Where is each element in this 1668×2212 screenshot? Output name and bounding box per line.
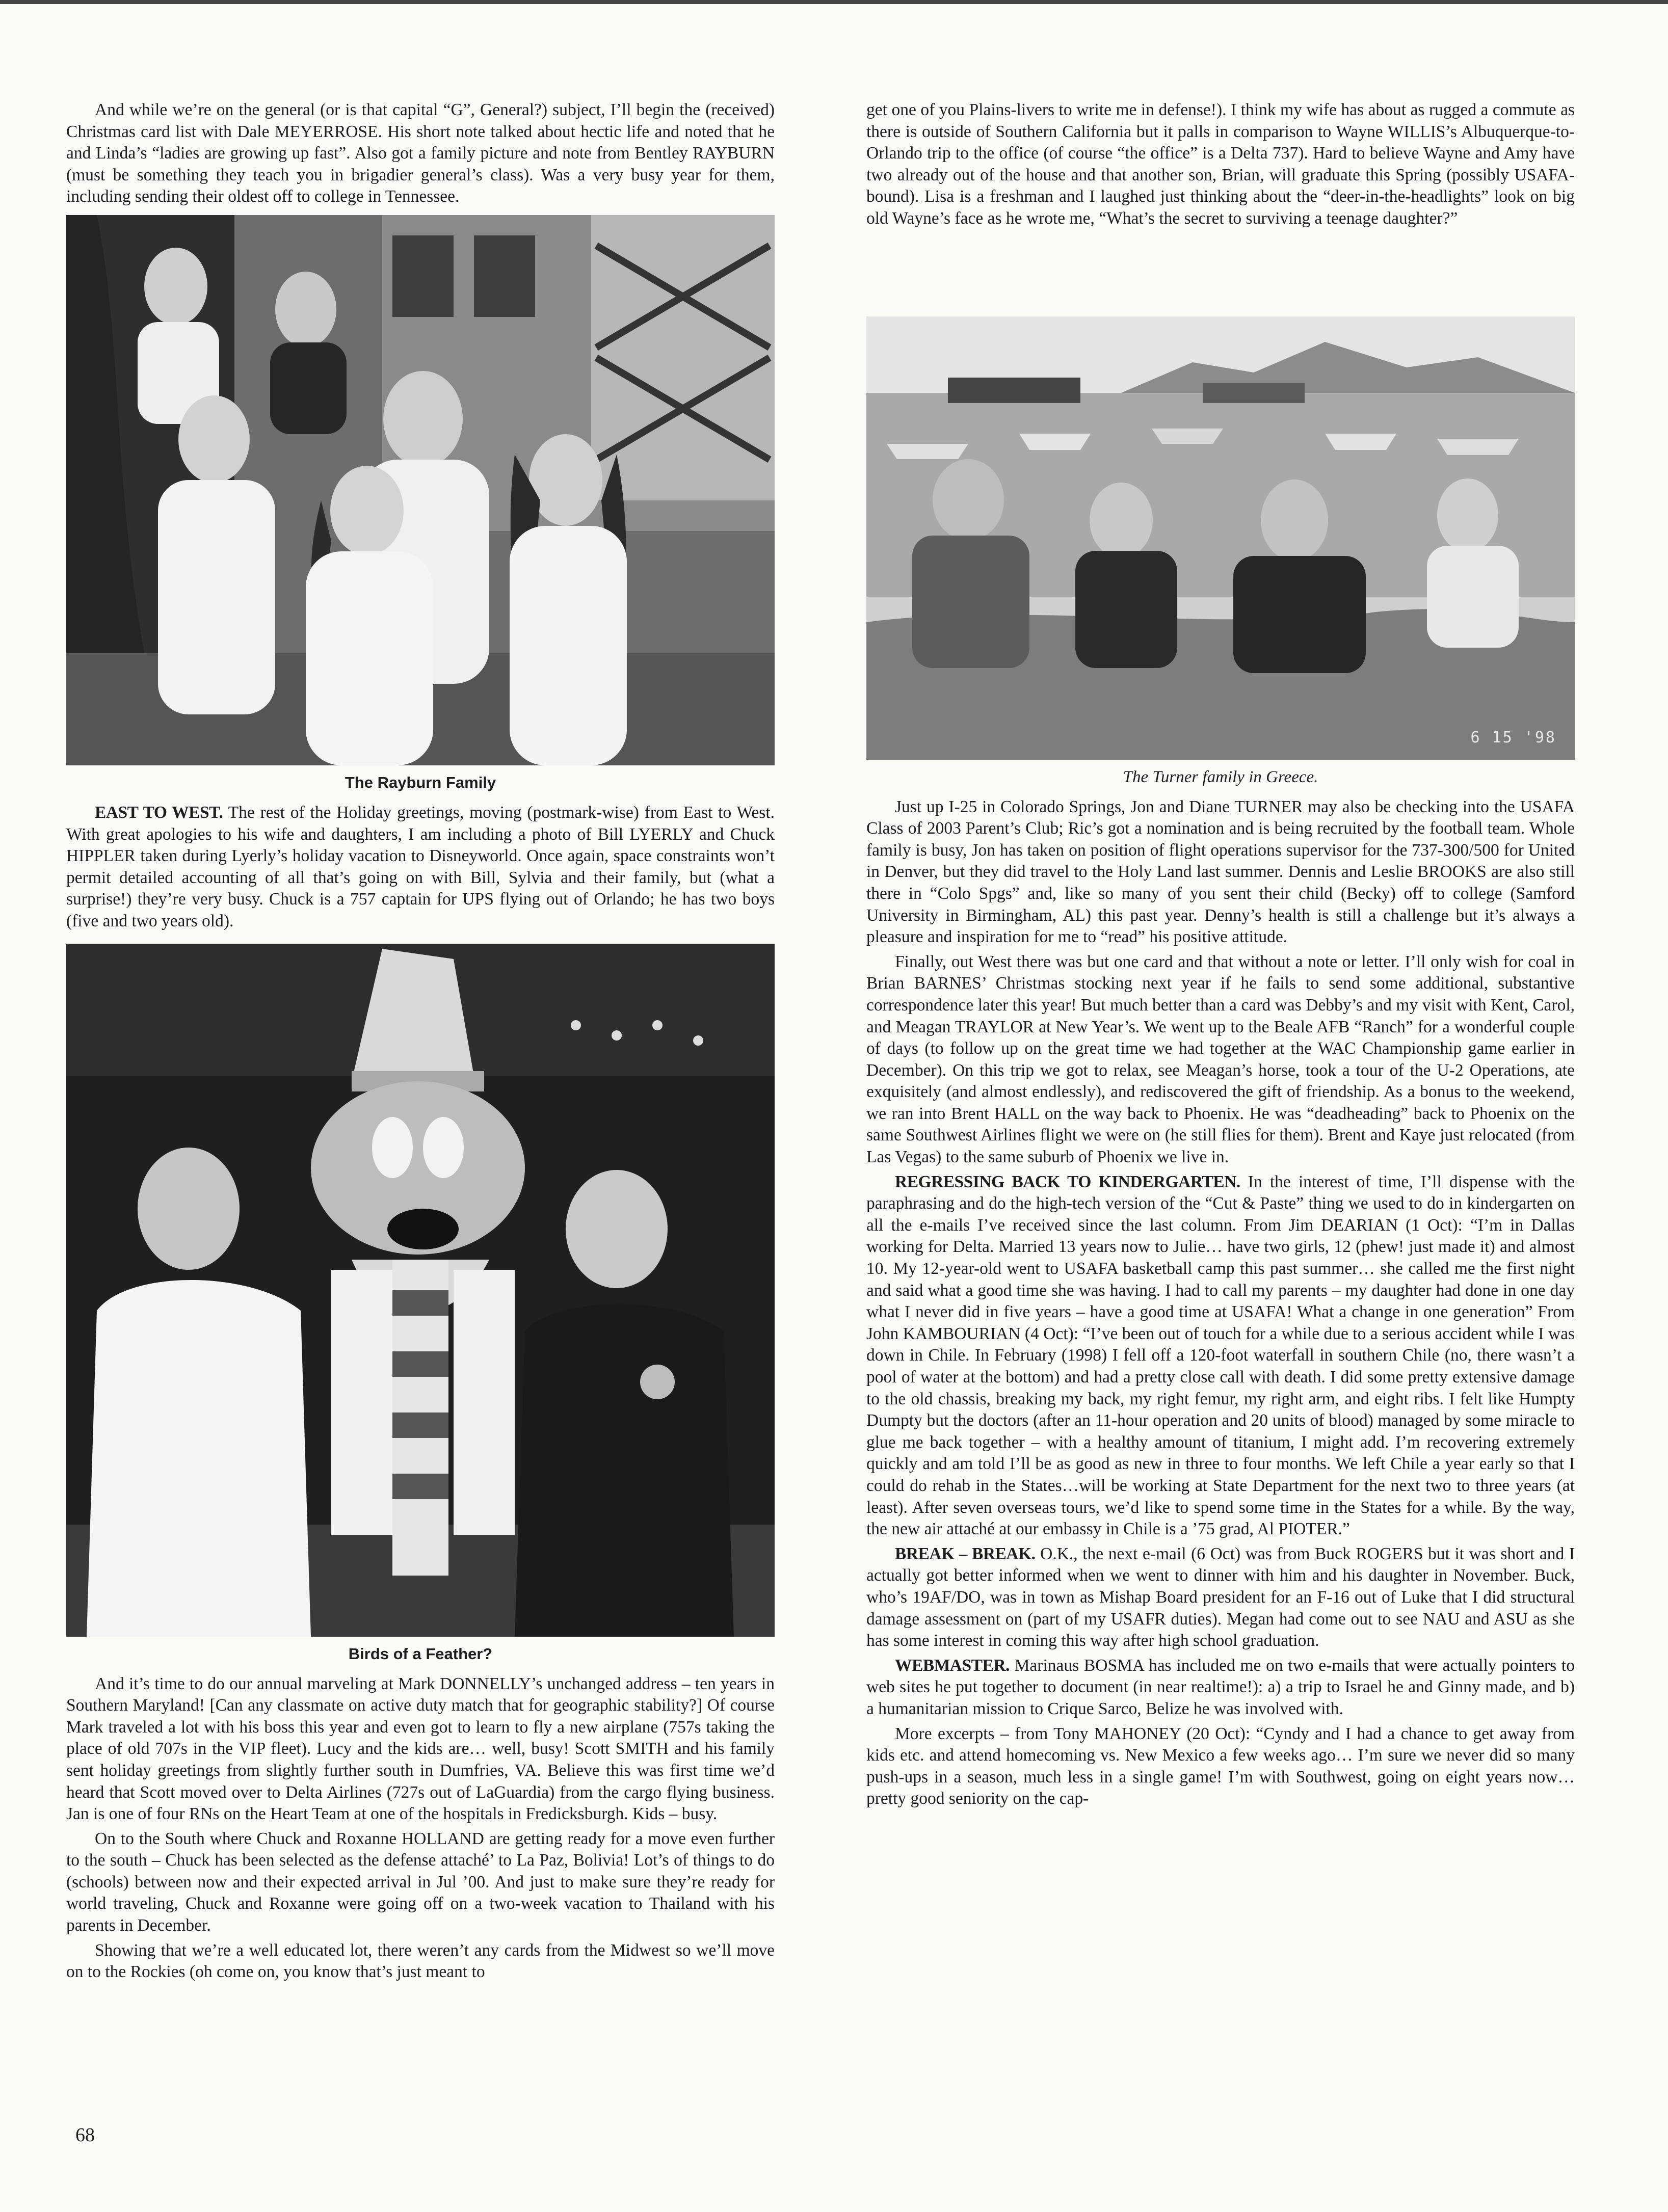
photo-caption: The Rayburn Family — [345, 773, 496, 791]
right-column — [866, 99, 1575, 1813]
paragraph — [866, 1655, 1575, 1720]
section-lead: BREAK – BREAK. — [895, 1544, 1036, 1563]
paragraph-text: The rest of the Holiday greetings, moving (postmark-wise) from East to West. With great apologies to his wife and daughters, I am including a photo of Bill LYERLY and Chuck HIPPLER taken during Lyerly’s holiday vacation to Disneyworld. Once again, space constraints won’t permit detailed accounting of all that’s going on with Bill, Sylvia and their family, but (what a surprise!) they’re very busy. Chuck is a 757 captain for UPS flying out of Orlando; he has two boys (five and two years old). — [66, 803, 775, 930]
paragraph-text: Marinaus BOSMA has included me on two e-mails that were actually pointers to web sites he put together to document (in near realtime!): a) a trip to Israel he and Ginny made, and b) a humanitarian mission to Crique Sarco, Belize he was involved with. — [866, 1656, 1575, 1718]
top-rule — [0, 0, 1668, 4]
paragraph: Just up I-25 in Colorado Springs, Jon and Diane TURNER may also be checking into the USAFA Class of 2003 Parent’s Club; Ric’s got a nomination and is being recruited by the football team. Whole family is busy, Jon has taken on position of flight operations supervisor for the 737-300/500 for United in Denver, but they did travel to the Holy Land last summer. Dennis and Leslie BROOKS are also still there in “Colo Spgs” and, like so many of you sent their child (Becky) off to college (Samford University in Birmingham, AL) this past year. Denny’s health is still a challenge but it’s always a pleasure and inspiration for me to “read” his positive attitude. — [866, 797, 1575, 947]
paragraph — [866, 1543, 1575, 1652]
paragraph: Showing that we’re a well educated lot, there weren’t any cards from the Midwest so we’ll move on to the Rockies (oh come on, you know that’s just meant to — [66, 1940, 775, 1982]
photo-caption: Birds of a Feather? — [348, 1644, 493, 1663]
section-lead: EAST TO WEST. — [95, 803, 223, 822]
photo-caption: The Turner family in Greece. — [1123, 767, 1318, 786]
turner-family-photo — [866, 316, 1575, 760]
rayburn-family-image — [66, 215, 775, 765]
paragraph: And while we’re on the general (or is that capital “G”, General?) subject, I’ll begin the (received) Christmas card list with Dale MEYERROSE. His short note talked about hectic life and noted that he and Linda’s “ladies are growing up fast”. Also got a family picture and note from Bentley RAYBURN (must be something they teach you in brigadier general’s class). Was a very busy year for them, including sending their oldest off to college in Tennessee. — [66, 100, 775, 206]
disney-goofy-image — [66, 944, 775, 1637]
paragraph: On to the South where Chuck and Roxanne HOLLAND are getting ready for a move even further to the south – Chuck has been selected as the defense attaché’ to La Paz, Bolivia! Lot’s of things to do (schools) between now and their expected arrival in Jul ’00. And just to make sure they’re ready for world traveling, Chuck and Roxanne were going off on a two-week vacation to Thailand with his parents in December. — [66, 1829, 775, 1935]
paragraph-text: O.K., the next e-mail (6 Oct) was from Buck ROGERS but it was short and I actually got better informed when we went to dinner with him and his daughter in November. Buck, who’s 19AF/DO, was in town as Mishap Board president for an F-16 out of Luke that I did structural damage assessment on (part of my USAFR duties). Megan had come out to see NAU and ASU as she has some interest in coming this way after high school graduation. — [866, 1544, 1575, 1650]
section-lead: WEBMASTER. — [895, 1656, 1010, 1675]
paragraph-text: In the interest of time, I’ll dispense with the paraphrasing and do the high-tech version of the “Cut & Paste” thing we used to do in kindergarten on all the e-mails I’ve received since the last column. From Jim DEARIAN (1 Oct): “I’m in Dallas working for Delta. Married 13 years now to Julie… have two girls, 12 (phew! just made it) and almost 10. My 12-year-old went to USAFA basketball camp this past summer… she called me the first night and said what a good time she was having. I had to call my parents – my daughter had done in one day what I never did in five years – have a good time at USAFA! What a change in one generation” From John KAMBOURIAN (4 Oct): “I’ve been out of touch for a while due to a serious accident while I was down in Chile. In February (1998) I fell off a 120-foot waterfall in southern Chile (no, there wasn’t a pool of water at the bottom) and had a pretty close call with death. I did some pretty extensive damage to the old chassis, breaking my back, my right femur, my right arm, and eight ribs. I felt like Humpty Dumpty but the doctors (after an 11-hour operation and 20 units of blood) managed by some miracle to glue me back together – with a healthy amount of titanium, I might add. I’m recovering extremely quickly and am told I’ll be as good as new in three to four months. We left Chile a year early so that I could do rehab in the States…will be working at State Department for the next two to three years (at least). After seven overseas tours, we’d like to spend some time in the States for a while. By the way, the new air attaché at our embassy in Chile is a ’75 grad, Al PIOTER.” — [866, 1172, 1575, 1539]
paragraph — [66, 802, 775, 932]
page-number: 68 — [75, 2124, 95, 2146]
section-lead: REGRESSING BACK TO KINDERGARTEN. — [895, 1172, 1240, 1191]
photo-date-stamp: 6 15 '98 — [1470, 728, 1556, 747]
left-column — [66, 99, 775, 1986]
greece-harbor-image — [866, 316, 1575, 760]
paragraph: get one of you Plains-livers to write me in defense!). I think my wife has about as rugged a commute as there is outside of Southern California but it palls in comparison to Wayne WILLIS’s Albuquerque-to-Orlando trip to the office (of course “the office” is a Delta 737). Hard to believe Wayne and Amy have two already out of the house and that another son, Brian, will graduate this Spring (possibly USAFA-bound). Lisa is a freshman and I laughed just thinking about the “deer-in-the-headlights” look on big old Wayne’s face as he wrote me, “What’s the secret to surviving a teenage daughter?” — [866, 100, 1575, 228]
birds-of-a-feather-photo — [66, 944, 775, 1637]
paragraph: More excerpts – from Tony MAHONEY (20 Oct): “Cyndy and I had a chance to get away from kids etc. and attend homecoming vs. New Mexico a few weeks ago… I’m sure we never did so many push-ups in a season, much less in a single game! I’m with Southwest, going on eight years now… pretty good seniority on the cap- — [866, 1724, 1575, 1808]
paragraph: And it’s time to do our annual marveling at Mark DONNELLY’s unchanged address – ten years in Southern Maryland! [Can any classmate on active duty match that for geographic stability?] Of course Mark traveled a lot with his boss this year and even got to learn to fly a new airplane (757s taking the place of old 707s in the VIP fleet). Lucy and the kids are… well, busy! Scott SMITH and his family sent holiday greetings from slightly further south in Dumfries, VA. Believe this was first time we’d heard that Scott moved over to Delta Airlines (727s out of LaGuardia) from the cargo flying business. Jan is one of four RNs on the Heart Team at one of the hospitals in Fredicksburgh. Kids – busy. — [66, 1674, 775, 1824]
rayburn-family-photo — [66, 215, 775, 765]
paragraph — [866, 1171, 1575, 1540]
paragraph: Finally, out West there was but one card and that without a note or letter. I’ll only wish for coal in Brian BARNES’ Christmas stocking next year if he fails to send some additional, substantive correspondence later this year! But much better than a card was Debby’s and my visit with Kent, Carol, and Meagan TRAYLOR at New Year’s. We went up to the Beale AFB “Ranch” for a wonderful couple of days (to follow up on the great time we had together at the WAC Championship game earlier in December). On this trip we got to relax, see Meagan’s horse, took a tour of the U-2 Operations, ate exquisitely (and almost endlessly), and rediscovered the gift of friendship. As a bonus to the weekend, we ran into Brent HALL on the way back to Phoenix. He was “deadheading” back to Phoenix on the same Southwest Airlines flight we were on (he still flies for them). Brent and Kaye just relocated (from Las Vegas) to the same suburb of Phoenix we live in. — [866, 952, 1575, 1167]
